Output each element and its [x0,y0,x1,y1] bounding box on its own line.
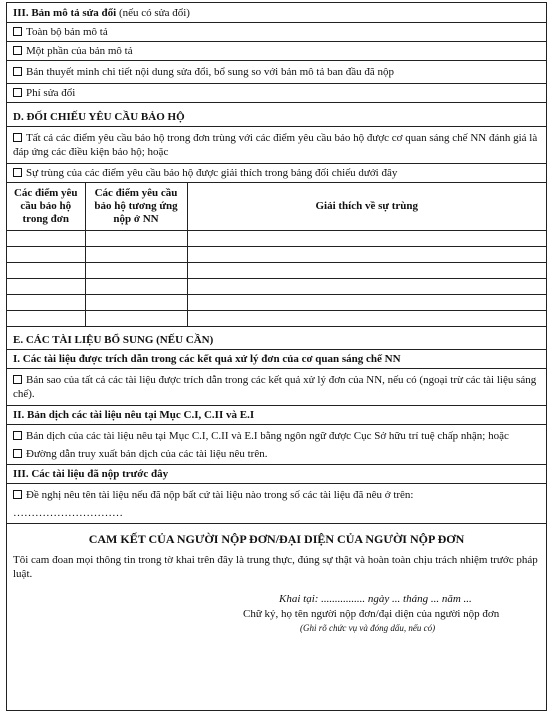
column-header: Các điểm yêu cầu bảo hộ tương ứng nộp ở NN [85,183,187,231]
commitment-title: CAM KẾT CỦA NGƯỜI NỘP ĐƠN/ĐẠI DIỆN CỦA NGƯỜI NỘP ĐƠN [88,532,465,546]
subsection-title [7,350,546,369]
column-header: Giải thích về sự trùng [187,183,546,231]
table-row[interactable] [7,311,546,327]
checkbox[interactable] [13,46,22,55]
section-amended-description [7,3,546,23]
option-label: Một phần của bản mô tả [26,45,133,57]
section-title: III. Bản mô tả sửa đổi [13,7,117,19]
checkbox[interactable] [13,27,22,36]
place-date-line[interactable]: Khai tại: ................ ngày ... tháng ... năm ... [279,593,472,605]
option-row[interactable] [7,369,546,406]
section-d-header [7,103,546,127]
column-header: Các điểm yêu cầu bảo hộ trong đơn [7,183,85,231]
section-e-header [7,327,546,350]
subsection-title [7,465,546,484]
option-row[interactable] [7,484,546,524]
option-label: Đường dẫn truy xuất bản dịch của các tài liệu nêu trên. [26,448,268,460]
option-label: Bản thuyết minh chi tiết nội dung sửa đổi, bổ sung so với bản mô tả ban đầu đã nộp [26,66,395,78]
subsection-title-text: III. Các tài liệu đã nộp trước đây [13,468,169,480]
option-row[interactable] [7,84,546,103]
option-label: Bản sao của tất cả các tài liệu được trích dẫn trong các kết quả xử lý đơn của NN, nếu có (ngoại trừ các tài liệu sáng chế). [13,374,537,400]
fill-in-dots[interactable]: ………………………… [13,507,123,519]
option-label: Đề nghị nêu tên tài liệu nếu đã nộp bất cứ tài liệu nào trong số các tài liệu đã nêu ở trên: [26,489,414,501]
option-label: Toàn bộ bản mô tả [26,26,108,38]
subsection-title-text: II. Bản dịch các tài liệu nêu tại Mục C.I, C.II và E.I [13,409,255,421]
option-row[interactable] [7,127,546,164]
checkbox[interactable] [13,449,22,458]
signature-note: (Ghi rõ chức vụ và đóng dấu, nếu có) [300,623,436,633]
option-label: Bản dịch của các tài liệu nêu tại Mục C.I, C.II và E.I bằng ngôn ngữ được Cục Sở hữu trí tuệ chấp nhận; hoặc [26,430,509,442]
subsection-title-text: I. Các tài liệu được trích dẫn trong các kết quả xử lý đơn của cơ quan sáng chế NN [13,353,401,365]
commitment-text: Tôi cam đoan mọi thông tin trong tờ khai trên đây là trung thực, đúng sự thật và hoàn toàn chịu trách nhiệm trước pháp luật. [13,554,538,580]
section-title-note: (nếu có sửa đổi) [116,7,190,19]
option-row[interactable] [7,42,546,61]
commitment-section [7,524,546,643]
option-row[interactable] [7,164,546,183]
comparison-table [7,183,546,327]
option-row[interactable] [7,23,546,42]
table-row[interactable] [7,279,546,295]
declaration-form-page [6,2,547,711]
signature-label: Chữ ký, họ tên người nộp đơn/đại diện của người nộp đơn [243,608,500,620]
checkbox[interactable] [13,133,22,142]
table-row[interactable] [7,247,546,263]
checkbox[interactable] [13,168,22,177]
option-row[interactable] [7,61,546,84]
checkbox[interactable] [13,431,22,440]
section-title: E. CÁC TÀI LIỆU BỔ SUNG (NẾU CẦN) [13,334,214,346]
table-row[interactable] [7,231,546,247]
table-row[interactable] [7,263,546,279]
option-label: Sự trùng của các điểm yêu cầu bảo hộ được giải thích trong bảng đối chiếu dưới đây [26,167,398,179]
table-row[interactable] [7,295,546,311]
option-row[interactable] [7,425,546,445]
option-label: Tất cả các điểm yêu cầu bảo hộ trong đơn trùng với các điểm yêu cầu bảo hộ được cơ quan sáng chế NN đánh giá là đáp ứng các điều kiện bảo hộ; hoặc [13,132,538,158]
checkbox[interactable] [13,88,22,97]
option-row[interactable] [7,445,546,465]
checkbox[interactable] [13,67,22,76]
subsection-title [7,406,546,425]
checkbox[interactable] [13,490,22,499]
section-title: D. ĐỐI CHIẾU YÊU CẦU BẢO HỘ [13,111,185,123]
option-label: Phí sửa đổi [26,87,76,99]
checkbox[interactable] [13,375,22,384]
